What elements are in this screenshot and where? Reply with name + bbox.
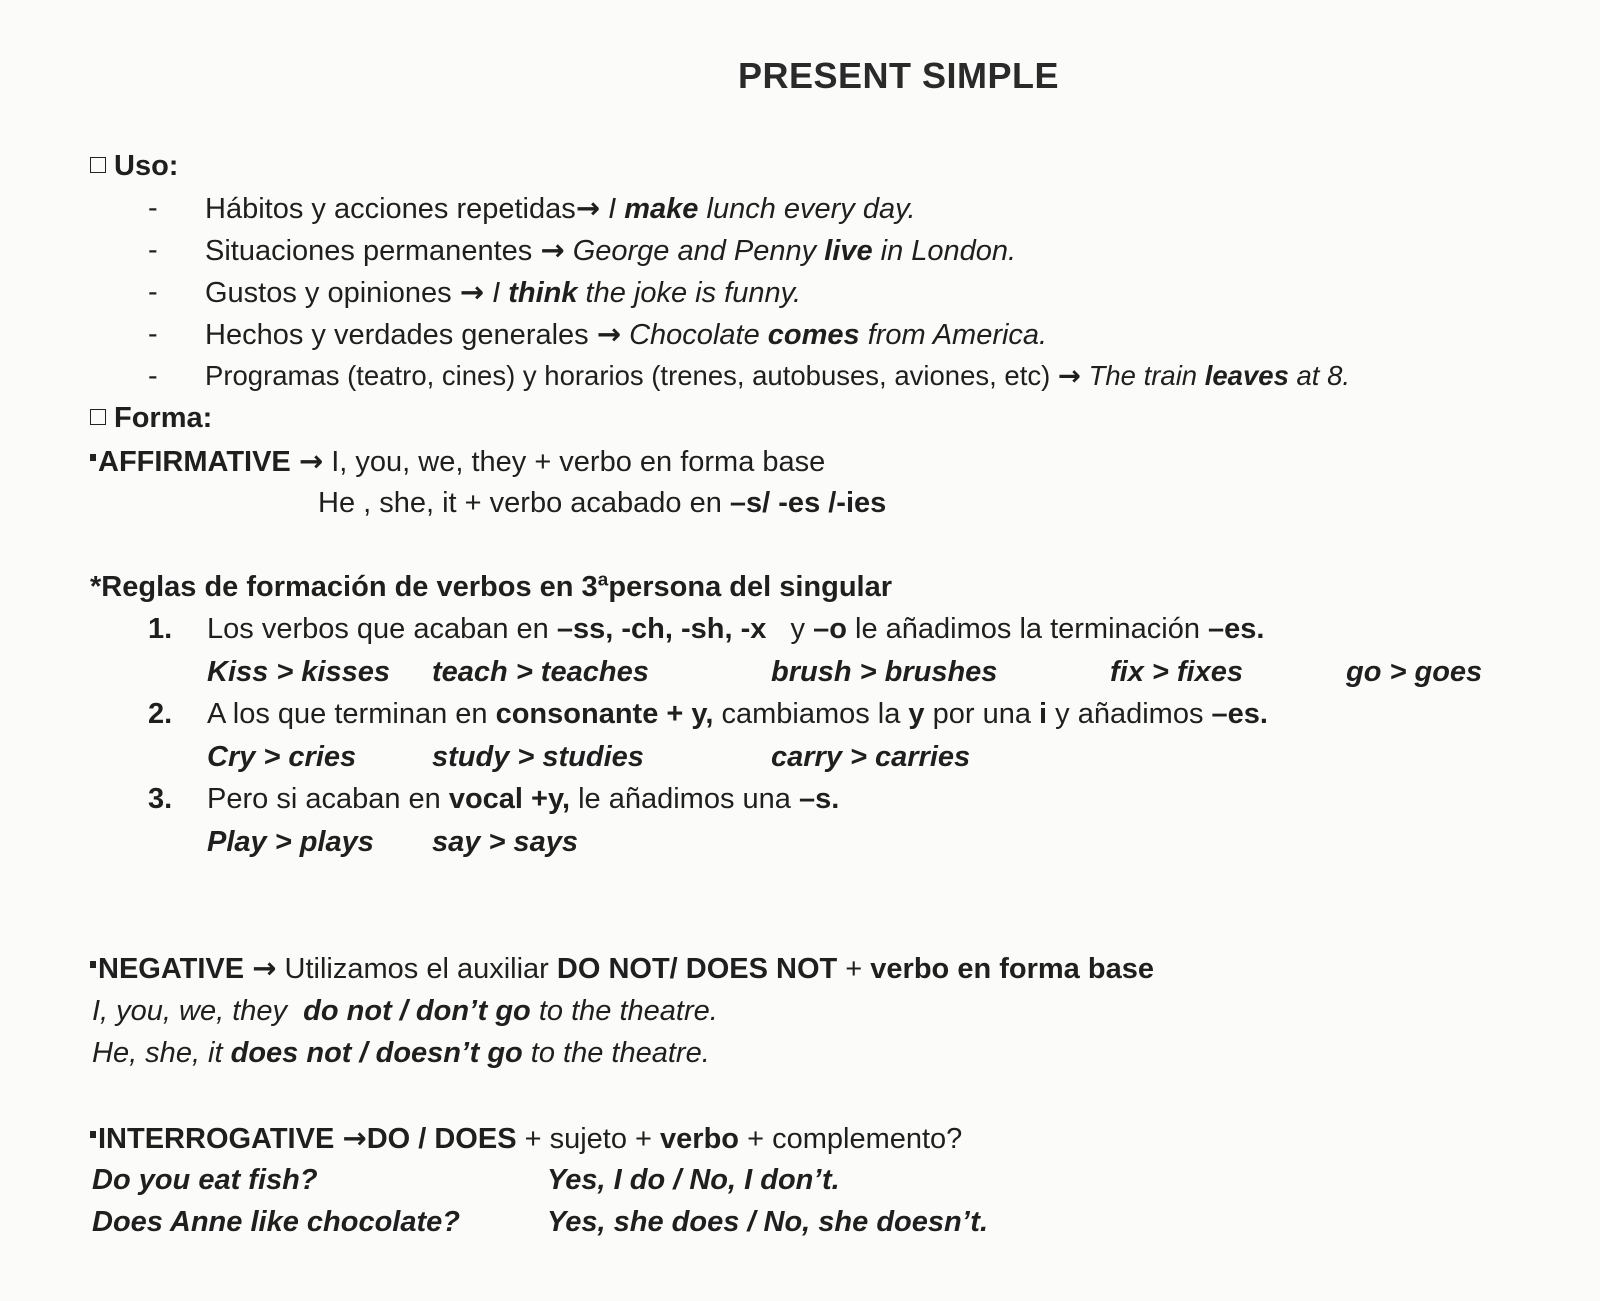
arrow-icon: → [252, 951, 277, 985]
square-bullet-icon [90, 1131, 96, 1138]
arrow-icon: → [540, 233, 565, 267]
negative-example-2: He, she, it does not / doesn’t go to the theatre. [92, 1037, 710, 1069]
interrogative-answer: Yes, I do / No, I don’t. [547, 1164, 840, 1196]
rule-2-example: study > studies [432, 741, 644, 773]
arrow-icon: → [596, 317, 622, 351]
reglas-heading: *Reglas de formación de verbos en 3ªpersona del singular [90, 571, 893, 603]
negative-example-1: I, you, we, they do not / don’t go to the theatre. [92, 995, 718, 1027]
square-bullet-icon [90, 961, 96, 968]
arrow-icon: → [575, 191, 601, 225]
rule-3-example: Play > plays [207, 826, 374, 858]
interrogative-question: Does Anne like chocolate? [92, 1206, 460, 1238]
interrogative-answer: Yes, she does / No, she doesn’t. [547, 1206, 989, 1238]
negative-line: NEGATIVE → Utilizamos el auxiliar DO NOT/ DOES NOT + verbo en forma base [90, 950, 1154, 987]
rule-1-example: fix > fixes [1110, 656, 1243, 688]
checkbox-square-icon [90, 157, 106, 173]
arrow-icon: → [298, 444, 324, 478]
uso-heading: Uso: [90, 148, 178, 184]
square-bullet-icon [90, 454, 96, 461]
rule-2-example: carry > carries [771, 741, 971, 773]
rule-1-example: go > goes [1346, 656, 1483, 688]
arrow-icon: → [1057, 360, 1081, 392]
interrogative-question: Do you eat fish? [92, 1164, 318, 1196]
checkbox-square-icon [90, 409, 106, 425]
rule-2-example: Cry > cries [207, 741, 357, 773]
rule-1-example: teach > teaches [432, 656, 649, 688]
document-page: PRESENT SIMPLE Uso: - Hábitos y acciones repetidas→ I make lunch every day. - Situaciones permanentes → George and Penny live in London. - Gustos y opiniones → I think the joke is funny. - Hechos y verdades generales → Chocolate comes from America. - Programas (teatro, cines) y horarios (trenes, autobuses, aviones, etc) → The train leaves at 8. Forma: AFFIRMATIVE → I, you, we, they + verbo en forma base He , she, it + verbo acabado en –s/ -es /-ies *Reglas de formación de verbos en 3ªpersona del singular 1. Los verbos que acaban en –ss, -ch, -sh, -x y –o le añadimos la terminación –es. Kiss > kisses teach > teaches brush > brushes fix > fixes go > goes 2. A los que terminan en consonante + y, cambiamos la y por una i y añadimos –es. Cry > cries study > studies carry > carries 3. Pero si acaban en vocal +y, le añadimos una –s. Play > plays say > says NEGATIVE → Utilizamos el auxiliar DO NOT/ DOES NOT + verbo en forma base I, you, we, they do not / don’t go to the theatre. He, she, it does not / doesn’t go to the theatre. INTERROGATIVE →DO / DOES + sujeto + verbo + complemento? Do you eat fish? Yes, I do / No, I don’t. Does Anne like chocolate? Yes, she does / No, she doesn’t. [90, 55, 1483, 1238]
forma-heading: Forma: [90, 400, 212, 436]
affirmative-third-person: He , she, it + verbo acabado en –s/ -es /-ies [318, 487, 887, 519]
affirmative-line: AFFIRMATIVE → I, you, we, they + verbo en forma base [90, 443, 825, 480]
interrogative-line: INTERROGATIVE →DO / DOES + sujeto + verbo + complemento? [90, 1120, 962, 1157]
arrow-icon: → [459, 275, 485, 309]
page-title: PRESENT SIMPLE [738, 55, 1060, 96]
rule-3-example: say > says [432, 826, 578, 858]
arrow-icon: → [342, 1121, 367, 1155]
rule-1-example: Kiss > kisses [207, 656, 391, 688]
rule-1-example: brush > brushes [771, 656, 998, 688]
